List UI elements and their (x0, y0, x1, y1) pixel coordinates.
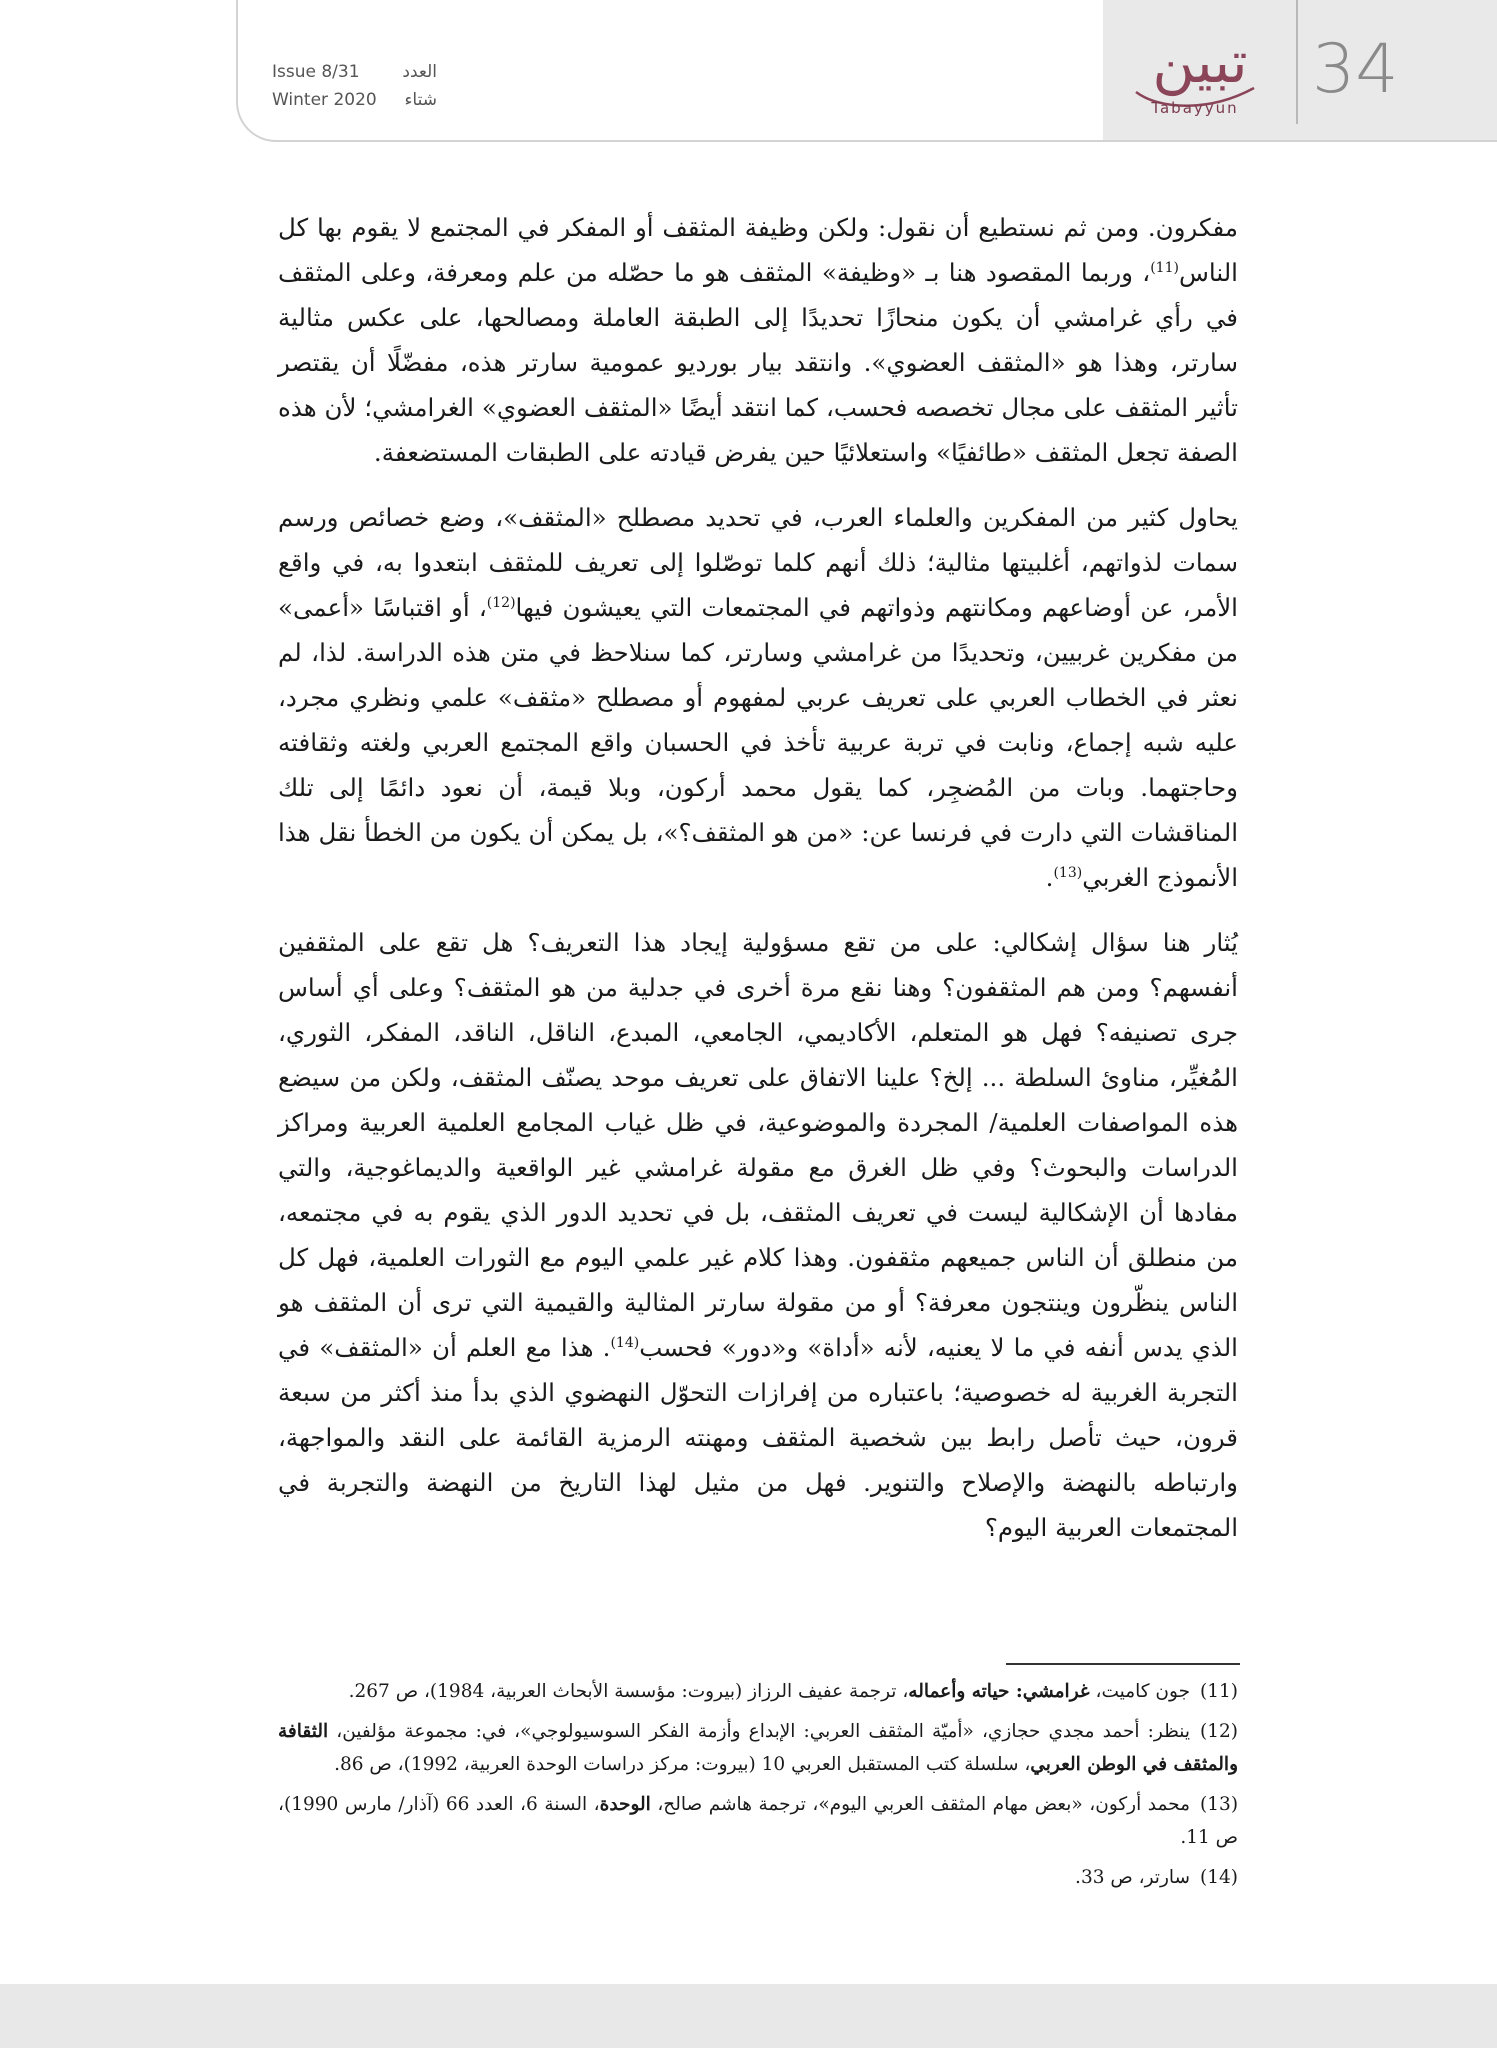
page-number: 34 (1312, 30, 1399, 109)
footnote-title: الوحدة (599, 1794, 651, 1815)
footnotes (278, 1675, 1238, 1901)
footnote-text-end: ، السنة 6، العدد 66 (آذار/ مارس 1990)، ص 11. (278, 1794, 1238, 1848)
paragraph-1 (278, 205, 1238, 475)
footnote-title: غرامشي: حياته وأعماله (908, 1681, 1090, 1702)
paragraph-2-text: يحاول كثير من المفكرين والعلماء العرب، في تحديد مصطلح «المثقف»، وضع خصائص ورسم سمات لذواتهم، أغلبيتها مثالية؛ ذلك أنهم كلما توصّلوا إلى تعريف للمثقف ابتعدوا به، في واقع الأمر، عن أوضاعهم ومكانتهم وذواتهم في المجتمعات التي يعيشون فيها (278, 503, 1238, 622)
footnote-number: (14) (1200, 1867, 1238, 1888)
footnote-ref-13[interactable]: (13) (1053, 864, 1083, 881)
footnote-number: (13) (1200, 1794, 1239, 1815)
paragraph-3-text: يُثار هنا سؤال إشكالي: على من تقع مسؤولية إيجاد هذا التعريف؟ هل تقع على المثقفين أنفسهم؟ ومن هم المثقفون؟ وهنا نقع مرة أخرى في جدلية من هو المثقف؟ وعلى أي أساس جرى تصنيفه؟ فهل هو المتعلم، الأكاديمي، الجامعي، المبدع، الناقل، الناقد، المفكر، الثوري، المُغيِّر، مناوئ السلطة ... إلخ؟ علينا الاتفاق على تعريف موحد يصنّف المثقف، ولكن من سيضع هذه المواصفات العلمية/ المجردة والموضوعية، في ظل غياب المجامع العلمية العربية ومراكز الدراسات والبحوث؟ وفي ظل الغرق مع مقولة غرامشي غير الواقعية والديماغوجية، والتي مفادها أن الإشكالية ليست في تعريف المثقف، بل في تحديد الدور الذي يقوم به في مجتمعه، من منطلق أن الناس جميعهم مثقفون. وهذا كلام غير علمي اليوم مع الثورات العلمية، فهل كل الناس ينظّرون وينتجون معرفة؟ أو من مقولة سارتر المثالية والقيمية التي ترى أن المثقف هو الذي يدس أنفه في ما لا يعنيه، لأنه «أداة» و«دور» فحسب (278, 928, 1238, 1362)
season-value: Winter 2020 (272, 90, 377, 110)
paragraph-1-text-b: ، وربما المقصود هنا بـ «وظيفة» المثقف هو ما حصّله من علم ومعرفة، وعلى المثقف في رأي غرامشي أن يكون منحازًا تحديدًا إلى الطبقة العاملة ومصالحها، على عكس مثالية سارتر، وهذا هو «المثقف العضوي». وانتقد بيار بورديو عمومية سارتر هذه، مفضّلًا أن يقتصر تأثير المثقف على مجال تخصصه فحسب، كما انتقد أيضًا «المثقف العضوي» الغرامشي؛ لأن هذه الصفة تجعل المثقف «طائفيًا» واستعلائيًا حين يفرض قيادته على الطبقات المستضعفة. (278, 258, 1238, 467)
paragraph-1-text: مفكرون. ومن ثم نستطيع أن نقول: ولكن وظيفة المثقف أو المفكر في المجتمع لا يقوم بها كل الناس (278, 213, 1238, 287)
issue-value: Issue 8/31 (272, 62, 360, 82)
article-body (278, 205, 1238, 1570)
season-ar: شتاء (404, 90, 437, 110)
footnote-11 (278, 1675, 1238, 1708)
paragraph-2 (278, 495, 1238, 900)
journal-logo-latin: Tabayyun (1151, 99, 1239, 117)
header-divider (1296, 0, 1298, 124)
footnote-separator (1006, 1663, 1240, 1665)
footnote-12 (278, 1715, 1238, 1781)
journal-logo-arabic: تبين (1152, 28, 1248, 96)
footnote-number: (12) (1200, 1721, 1238, 1742)
footnote-ref-14[interactable]: (14) (610, 1334, 640, 1351)
footnote-14 (278, 1861, 1238, 1894)
paragraph-2-text-b: ، أو اقتباسًا «أعمى» من مفكرين غربيين، وتحديدًا من غرامشي وسارتر، كما سنلاحظ في متن هذه الدراسة. لذا، لم نعثر في الخطاب العربي على تعريف عربي لمفهوم أو مصطلح «مثقف» علمي ونظري مجرد، عليه شبه إجماع، ونابت في تربة عربية تأخذ في الحسبان واقع المجتمع العربي ولغته وثقافته وحاجتهما. وبات من المُضجِر، كما يقول محمد أركون، وبلا قيمة، أن نعود دائمًا إلى تلك المناقشات التي دارت في فرنسا عن: «من هو المثقف؟»، بل يمكن أن يكون من الخطأ نقل هذا الأنموذج الغربي (278, 593, 1238, 892)
paragraph-3-text-b: . هذا مع العلم أن «المثقف» في التجربة الغربية له خصوصية؛ باعتباره من إفرازات التحوّل النهضوي الذي بدأ منذ أكثر من سبعة قرون، حيث تأصل رابط بين شخصية المثقف ومهنته الرمزية القائمة على النقد والمواجهة، وارتباطه بالنهضة والإصلاح والتنوير. فهل من مثيل لهذا التاريخ من النهضة والتجربة في المجتمعات العربية اليوم؟ (278, 1333, 1238, 1542)
footnote-ref-12[interactable]: (12) (486, 594, 516, 611)
footnote-13 (278, 1788, 1238, 1854)
footnote-number: (11) (1200, 1681, 1238, 1702)
footnote-title: الثقافة والمثقف في الوطن العربي (278, 1721, 1238, 1775)
footer-band (0, 1984, 1497, 2048)
issue-label-ar: العدد (402, 62, 437, 82)
paragraph-3 (278, 920, 1238, 1550)
footnote-text: ينظر: أحمد مجدي حجازي، «أميّة المثقف العربي: الإبداع وأزمة الفكر السوسيولوجي»، في: مجموعة مؤلفين، (328, 1721, 1191, 1742)
footnote-text: سارتر، ص 33. (1075, 1867, 1191, 1888)
footnote-text: جون كاميت، (1089, 1681, 1191, 1702)
paragraph-2-end: . (1045, 863, 1054, 892)
footnote-text: محمد أركون، «بعض مهام المثقف العربي اليوم»، ترجمة هاشم صالح، (650, 1794, 1191, 1815)
footnote-text-end: ، ترجمة عفيف الرزاز (بيروت: مؤسسة الأبحاث العربية، 1984)، ص 267. (348, 1681, 909, 1702)
footnote-text-end: ، سلسلة كتب المستقبل العربي 10 (بيروت: مركز دراسات الوحدة العربية، 1992)، ص 86. (334, 1754, 1031, 1775)
footnote-ref-11[interactable]: (11) (1150, 259, 1179, 276)
issue-info (272, 58, 437, 114)
